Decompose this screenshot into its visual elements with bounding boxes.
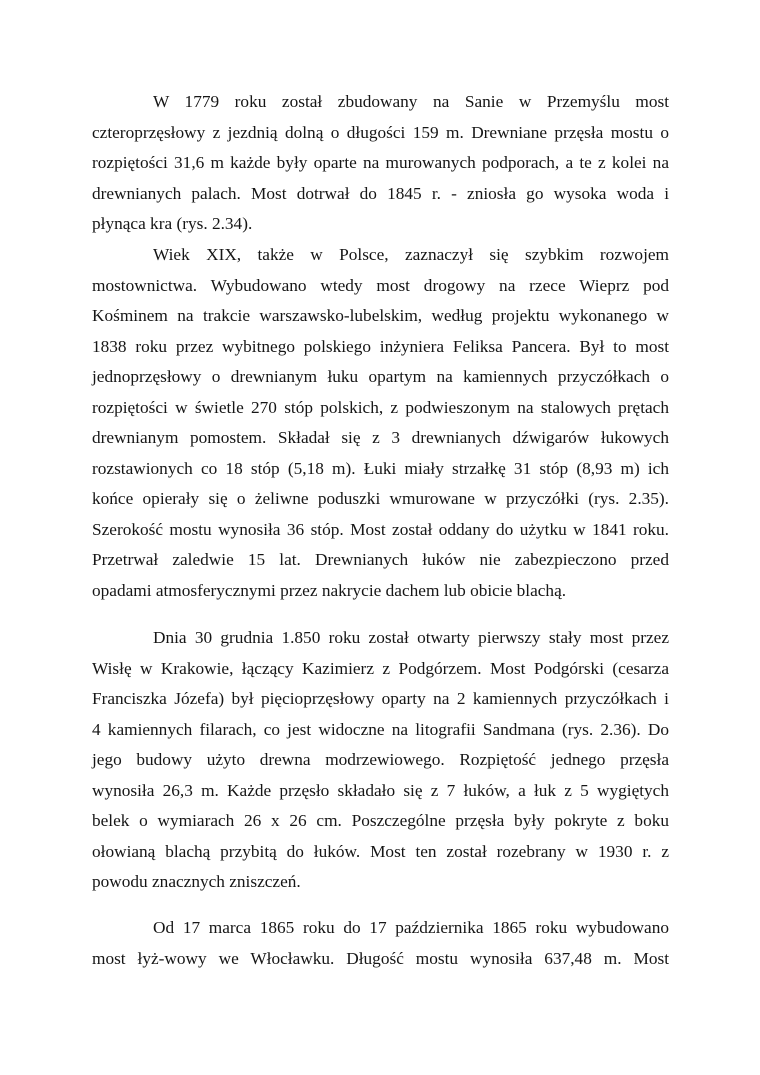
text-line: wynosiła 26,3 m. Każde przęsło składało się z 7 łuków, a łuk z 5 wygiętych (92, 780, 669, 800)
text-line: opadami atmosferycznymi przez nakrycie dachem lub obicie blachą. (92, 581, 567, 601)
text-line: rozpiętości 31,6 m każde były oparte na murowanych podporach, a te z kolei na (92, 153, 669, 173)
text-line: drewnianym pomostem. Składał się z 3 drewnianych dźwigarów łukowych (92, 428, 669, 448)
text-line: Od 17 marca 1865 roku do 17 października 1865 roku wybudowano (153, 918, 669, 937)
paragraph-1 (92, 87, 669, 240)
text-line: Szerokość mostu wynosiła 36 stóp. Most został oddany do użytku w 1841 roku. (92, 519, 669, 539)
paragraph-4 (92, 913, 669, 974)
paragraph-3 (92, 623, 669, 898)
text-line: rozpiętości w świetle 270 stóp polskich, z podwieszonym na stalowych prętach (92, 397, 669, 417)
text-line: Wiek XIX, także w Polsce, zaznaczył się szybkim rozwojem (153, 245, 669, 264)
text-line: 4 kamiennych filarach, co jest widoczne na litografii Sandmana (rys. 2.36). Do (92, 719, 669, 739)
text-line: mostownictwa. Wybudowano wtedy most drogowy na rzece Wieprz pod (92, 275, 669, 295)
text-line: powodu znacznych zniszczeń. (92, 872, 301, 892)
text-line: jednoprzęsłowy o drewnianym łuku opartym na kamiennych przyczółkach o (92, 367, 669, 387)
text-line: drewnianych palach. Most dotrwał do 1845 r. - zniosła go wysoka woda i (92, 183, 669, 203)
text-line: ołowianą blachą przybitą do łuków. Most ten został rozebrany w 1930 r. z (92, 841, 669, 861)
text-line: Kośminem na trakcie warszawsko-lubelskim, według projektu wykonanego w (92, 306, 669, 326)
text-line: płynąca kra (rys. 2.34). (92, 214, 253, 234)
text-line: belek o wymiarach 26 x 26 cm. Poszczególne przęsła były pokryte z boku (92, 811, 669, 831)
text-line: rozstawionych co 18 stóp (5,18 m). Łuki miały strzałkę 31 stóp (8,93 m) ich (92, 458, 669, 478)
text-line: Franciszka Józefa) był pięcioprzęsłowy oparty na 2 kamiennych przyczółkach i (92, 689, 669, 709)
paragraph-2 (92, 240, 669, 607)
text-line: jego budowy użyto drewna modrzewiowego. Rozpiętość jednego przęsła (92, 750, 669, 770)
text-line: 1838 roku przez wybitnego polskiego inżyniera Feliksa Pancera. Był to most (92, 336, 669, 356)
text-line: Przetrwał zaledwie 15 lat. Drewnianych łuków nie zabezpieczono przed (92, 550, 669, 570)
text-line: końce opierały się o żeliwne poduszki wmurowane w przyczółki (rys. 2.35). (92, 489, 669, 509)
text-line: czteroprzęsłowy z jezdnią dolną o długości 159 m. Drewniane przęsła mostu o (92, 122, 669, 142)
text-line: Wisłę w Krakowie, łączący Kazimierz z Podgórzem. Most Podgórski (cesarza (92, 658, 669, 678)
text-line: most łyż-wowy we Włocławku. Długość mostu wynosiła 637,48 m. Most (92, 948, 669, 968)
text-line: Dnia 30 grudnia 1.850 roku został otwarty pierwszy stały most przez (153, 628, 669, 647)
text-line: W 1779 roku został zbudowany na Sanie w Przemyślu most (153, 92, 669, 111)
